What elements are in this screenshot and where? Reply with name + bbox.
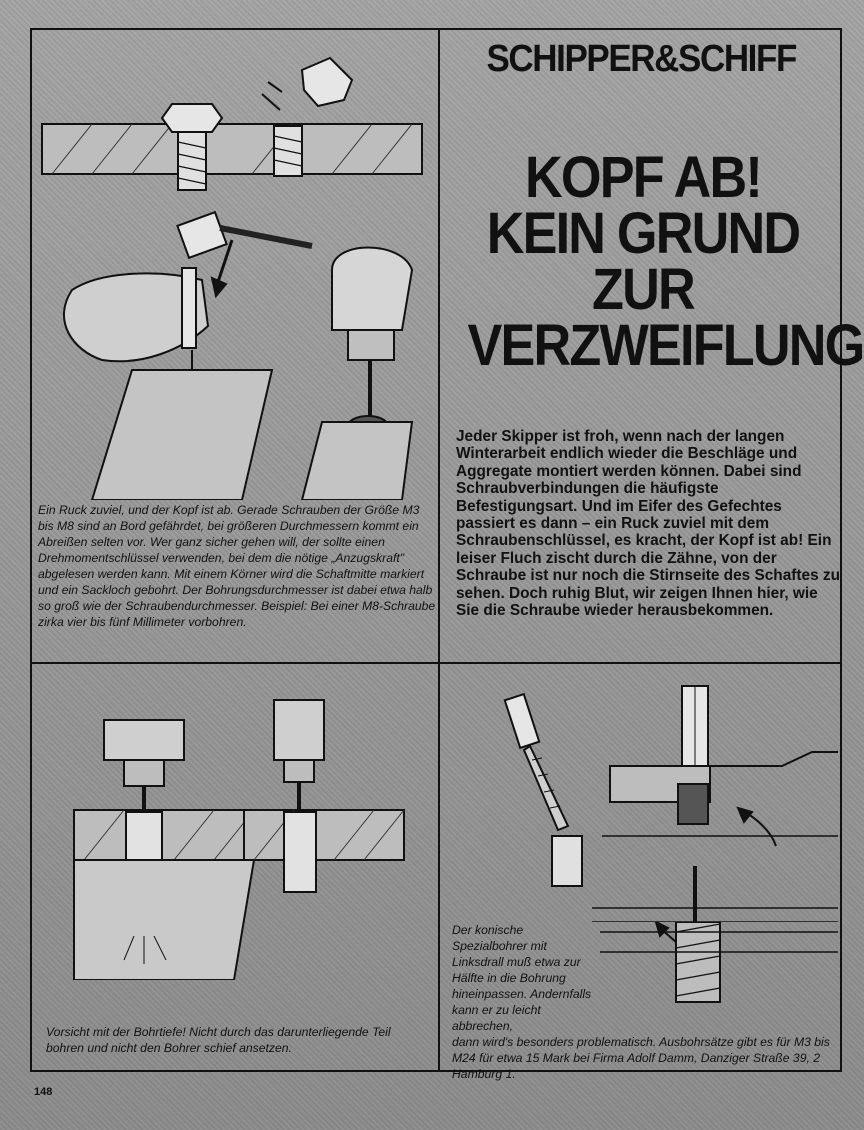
article-lead: Jeder Skipper ist froh, wenn nach der langen Winterarbeit endlich wieder die Beschläge und Aggregate montiert werden können. Dabei sind Schraubverbindungen die häufigste Befestigungsart. Und im Eifer des Gefechtes passiert es dann – ein Ruck zuviel mit dem Schraubenschlüssel, es kracht, der Kopf ist ab! Ein leiser Fluch zischt durch die Zähne, von der Schraube ist nur noch die Stirnseite des Schaftes zu sehen. Doch ruhig Blut, wir zeigen Ihnen hier, wie Sie die Schraube wieder herausbekommen. <box>456 428 841 620</box>
headline-line-2: KEIN GRUND <box>486 201 800 266</box>
headline-line-3: ZUR <box>592 257 694 322</box>
masthead-title: SCHIPPER&SCHIFF <box>486 37 796 80</box>
bottom-panel-divider <box>438 664 440 1072</box>
article-headline <box>448 145 864 378</box>
page-number: 148 <box>34 1086 53 1098</box>
broken-bolt-illustration <box>32 30 438 500</box>
headline-line-1: KOPF AB! <box>525 145 761 210</box>
caption-top-left: Ein Ruck zuviel, und der Kopf ist ab. Gerade Schrauben der Größe M3 bis M8 sind an Bord gefährdet, bei größeren Durchmessern kommt ein Abreißen selten vor. Wer ganz sicher gehen will, der sollte einen Drehmomentschlüssel verwenden, bei dem die nötige „Anzugskraft" abgelesen werden kann. Mit einem Körner wird die Schaftmitte markiert und ein Sackloch gebohrt. Der Bohrungsdurchmesser ist dabei etwa halb so groß wie der Schraubendurchmesser. Beispiel: Bei einer M8-Schraube zirka vier bis fünf Millimeter vorbohren. <box>38 503 436 629</box>
drilling-depth-illustration <box>34 680 434 980</box>
headline-line-4: VERZWEIFLUNG <box>467 313 864 378</box>
screw-extractor-illustration <box>442 676 838 922</box>
masthead <box>442 30 840 88</box>
caption-bottom-right: Der konische Spezialbohrer mit Linksdrall muß etwa zur Hälfte in die Bohrung hineinpassen. Andernfalls kann er zu leicht abbrechen, dann wird's besonders problematisch. Ausbohrsätze gibt es für M3 bis M24 für etwa 15 Mark bei Firma Adolf Damm, Danziger Straße 39, 2 Hamburg 1. <box>452 923 830 1081</box>
caption-bottom-left: Vorsicht mit der Bohrtiefe! Nicht durch das darunterliegende Teil bohren und nicht den Bohrer schief ansetzen. <box>46 1025 391 1055</box>
